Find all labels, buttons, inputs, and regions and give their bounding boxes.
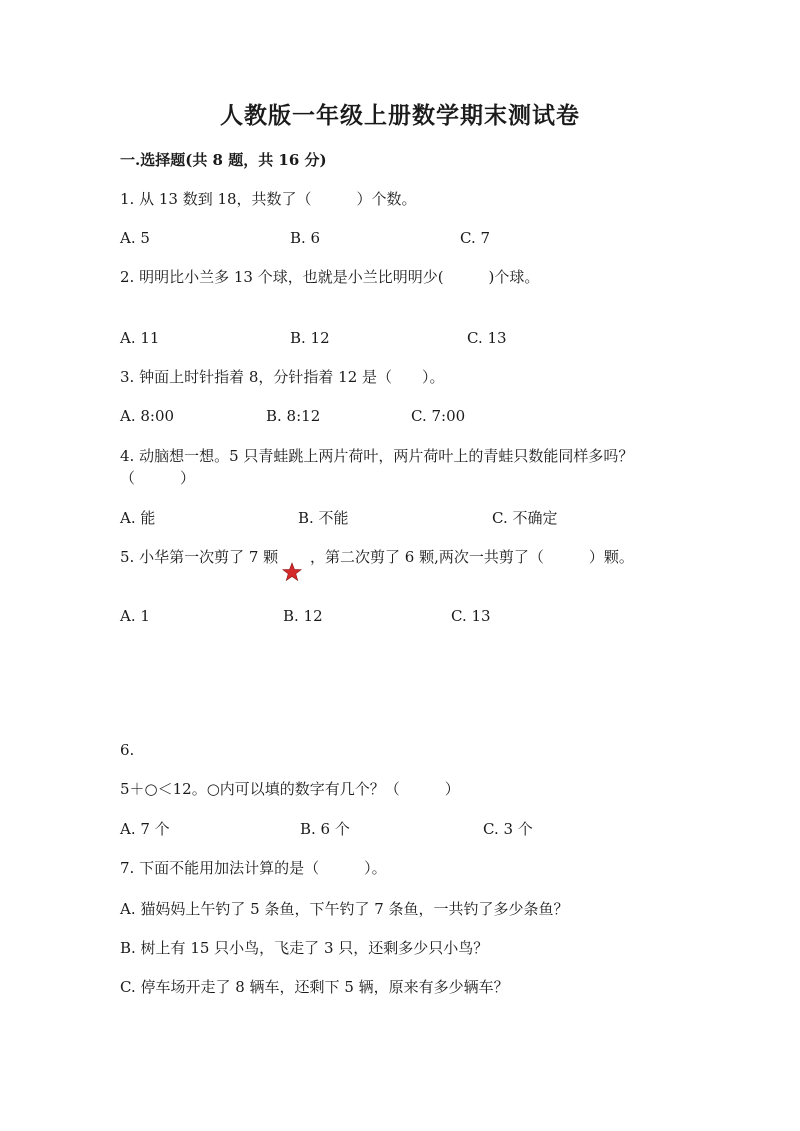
question-5-part-b: ，第二次剪了 6 颗,两次一共剪了（ ）颗。 [310, 548, 634, 566]
question-2-option-c[interactable]: C. 13 [467, 329, 507, 347]
question-3-option-c[interactable]: C. 7:00 [411, 407, 466, 425]
question-1-option-a[interactable]: A. 5 [120, 229, 150, 247]
question-6-option-b[interactable]: B. 6 个 [300, 820, 350, 838]
question-1-option-c[interactable]: C. 7 [460, 229, 491, 247]
question-7: 7. 下面不能用加法计算的是（ ）。 [120, 859, 387, 877]
question-5-option-b[interactable]: B. 12 [283, 607, 323, 625]
question-6-option-a[interactable]: A. 7 个 [120, 820, 170, 838]
section-heading: 一.选择题(共 8 题，共 16 分) [120, 151, 327, 169]
question-3-option-b[interactable]: B. 8:12 [266, 407, 321, 425]
question-7-option-a[interactable]: A. 猫妈妈上午钓了 5 条鱼，下午钓了 7 条鱼，一共钓了多少条鱼？ [120, 900, 569, 918]
question-5-part-a: 5. 小华第一次剪了 7 颗 [120, 548, 279, 566]
question-4-answer-blank: （ ） [120, 469, 196, 487]
question-7-option-b[interactable]: B. 树上有 15 只小鸟，飞走了 3 只，还剩多少只小鸟？ [120, 939, 489, 957]
star-icon [282, 562, 302, 582]
page-title: 人教版一年级上册数学期末测试卷 [220, 102, 580, 129]
question-3-option-a[interactable]: A. 8:00 [120, 407, 175, 425]
question-6-option-c[interactable]: C. 3 个 [483, 820, 533, 838]
question-2: 2. 明明比小兰多 13 个球，也就是小兰比明明少( )个球。 [120, 268, 540, 286]
question-3: 3. 钟面上时针指着 8，分针指着 12 是（ ）。 [120, 368, 445, 386]
question-4-option-b[interactable]: B. 不能 [298, 509, 349, 527]
question-5-option-c[interactable]: C. 13 [451, 607, 491, 625]
question-6-number: 6. [120, 741, 135, 759]
question-6: 5＋○＜12。○内可以填的数字有几个？（ ） [120, 780, 460, 798]
question-1-option-b[interactable]: B. 6 [290, 229, 321, 247]
question-4-option-a[interactable]: A. 能 [120, 509, 156, 527]
question-5-option-a[interactable]: A. 1 [120, 607, 150, 625]
question-4: 4. 动脑想一想。5 只青蛙跳上两片荷叶，两片荷叶上的青蛙只数能同样多吗？ [120, 447, 634, 465]
question-1: 1. 从 13 数到 18，共数了（ ）个数。 [120, 190, 417, 208]
question-4-option-c[interactable]: C. 不确定 [492, 509, 558, 527]
question-2-option-b[interactable]: B. 12 [290, 329, 330, 347]
question-7-option-c[interactable]: C. 停车场开走了 8 辆车，还剩下 5 辆，原来有多少辆车？ [120, 978, 509, 996]
question-2-option-a[interactable]: A. 11 [120, 329, 160, 347]
